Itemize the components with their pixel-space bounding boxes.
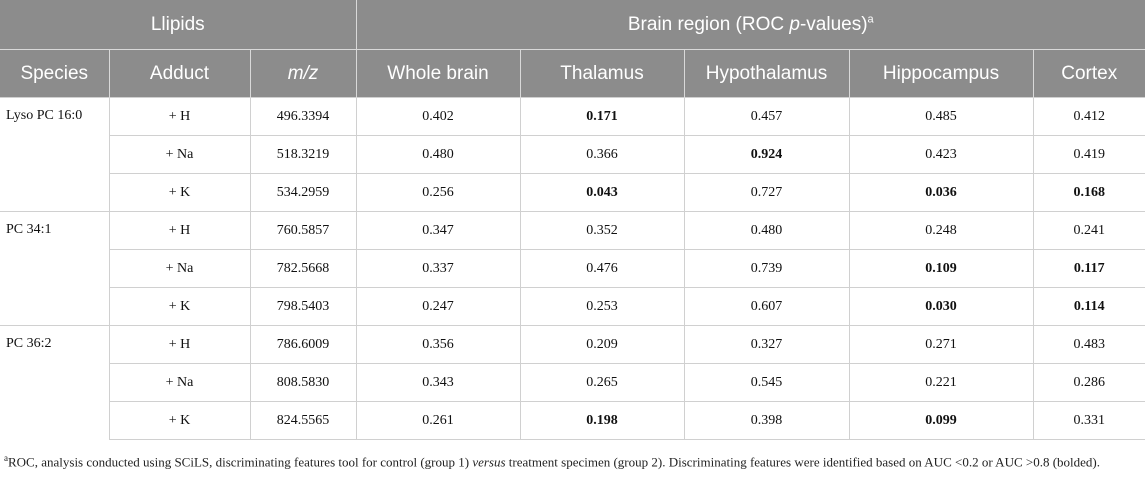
column-header-whole-brain: Whole brain bbox=[356, 50, 520, 98]
column-header-cortex: Cortex bbox=[1033, 50, 1145, 98]
cell-thalamus: 0.171 bbox=[520, 98, 684, 136]
footnote-text-italic: versus bbox=[472, 454, 506, 470]
cell-hippocampus: 0.221 bbox=[849, 364, 1033, 402]
cell-hippocampus: 0.271 bbox=[849, 326, 1033, 364]
cell-thalamus: 0.253 bbox=[520, 288, 684, 326]
cell-adduct: + H bbox=[109, 326, 250, 364]
cell-whole-brain: 0.347 bbox=[356, 212, 520, 250]
cell-whole-brain: 0.402 bbox=[356, 98, 520, 136]
header-group-row bbox=[0, 0, 1145, 50]
cell-mz: 782.5668 bbox=[250, 250, 356, 288]
cell-species: Lyso PC 16:0 bbox=[0, 98, 109, 212]
column-header-hippocampus: Hippocampus bbox=[849, 50, 1033, 98]
cell-mz: 798.5403 bbox=[250, 288, 356, 326]
table-header bbox=[0, 0, 1145, 98]
cell-cortex: 0.117 bbox=[1033, 250, 1145, 288]
cell-hippocampus: 0.099 bbox=[849, 402, 1033, 440]
cell-whole-brain: 0.343 bbox=[356, 364, 520, 402]
header-group-lipids: Llipids bbox=[0, 0, 356, 50]
cell-whole-brain: 0.247 bbox=[356, 288, 520, 326]
table-row bbox=[0, 212, 1145, 250]
cell-adduct: + K bbox=[109, 288, 250, 326]
cell-whole-brain: 0.256 bbox=[356, 174, 520, 212]
header-group-region-main: Brain region (ROC bbox=[627, 13, 790, 35]
header-group-brain-region bbox=[356, 0, 1145, 50]
cell-cortex: 0.168 bbox=[1033, 174, 1145, 212]
cell-hippocampus: 0.423 bbox=[849, 136, 1033, 174]
column-header-adduct: Adduct bbox=[109, 50, 250, 98]
table-row bbox=[0, 402, 1145, 440]
cell-thalamus: 0.209 bbox=[520, 326, 684, 364]
header-group-region-p: p bbox=[789, 13, 800, 35]
cell-hypothalamus: 0.457 bbox=[684, 98, 849, 136]
cell-cortex: 0.331 bbox=[1033, 402, 1145, 440]
cell-hypothalamus: 0.607 bbox=[684, 288, 849, 326]
cell-hypothalamus: 0.480 bbox=[684, 212, 849, 250]
table-row bbox=[0, 326, 1145, 364]
cell-mz: 534.2959 bbox=[250, 174, 356, 212]
table-row bbox=[0, 288, 1145, 326]
cell-whole-brain: 0.337 bbox=[356, 250, 520, 288]
cell-hippocampus: 0.036 bbox=[849, 174, 1033, 212]
cell-cortex: 0.412 bbox=[1033, 98, 1145, 136]
cell-whole-brain: 0.356 bbox=[356, 326, 520, 364]
cell-hippocampus: 0.030 bbox=[849, 288, 1033, 326]
cell-thalamus: 0.043 bbox=[520, 174, 684, 212]
cell-thalamus: 0.198 bbox=[520, 402, 684, 440]
cell-adduct: + H bbox=[109, 212, 250, 250]
cell-cortex: 0.114 bbox=[1033, 288, 1145, 326]
cell-hypothalamus: 0.545 bbox=[684, 364, 849, 402]
cell-whole-brain: 0.261 bbox=[356, 402, 520, 440]
column-header-thalamus: Thalamus bbox=[520, 50, 684, 98]
cell-hypothalamus: 0.327 bbox=[684, 326, 849, 364]
cell-mz: 808.5830 bbox=[250, 364, 356, 402]
cell-cortex: 0.483 bbox=[1033, 326, 1145, 364]
cell-thalamus: 0.476 bbox=[520, 250, 684, 288]
column-header-mz: m/z bbox=[250, 50, 356, 98]
table-row bbox=[0, 174, 1145, 212]
cell-adduct: + Na bbox=[109, 250, 250, 288]
table-footnote bbox=[4, 449, 1140, 471]
cell-hypothalamus: 0.924 bbox=[684, 136, 849, 174]
cell-hippocampus: 0.485 bbox=[849, 98, 1033, 136]
cell-cortex: 0.419 bbox=[1033, 136, 1145, 174]
cell-thalamus: 0.366 bbox=[520, 136, 684, 174]
cell-species: PC 36:2 bbox=[0, 326, 109, 440]
cell-whole-brain: 0.480 bbox=[356, 136, 520, 174]
footnote-text-before: ROC, analysis conducted using SCiLS, discriminating features tool for control (group 1) bbox=[8, 454, 473, 470]
column-header-species: Species bbox=[0, 50, 109, 98]
footnote-text-after: treatment specimen (group 2). Discriminating features were identified based on AUC <0.2 or AUC >0.8 (bolded). bbox=[505, 454, 1101, 470]
header-footnote-marker: a bbox=[867, 13, 874, 26]
cell-adduct: + Na bbox=[109, 136, 250, 174]
cell-adduct: + K bbox=[109, 402, 250, 440]
cell-thalamus: 0.352 bbox=[520, 212, 684, 250]
table-body bbox=[0, 98, 1145, 440]
cell-mz: 824.5565 bbox=[250, 402, 356, 440]
table-row bbox=[0, 98, 1145, 136]
cell-hippocampus: 0.109 bbox=[849, 250, 1033, 288]
header-column-row bbox=[0, 50, 1145, 98]
cell-mz: 786.6009 bbox=[250, 326, 356, 364]
table-row bbox=[0, 364, 1145, 402]
cell-adduct: + Na bbox=[109, 364, 250, 402]
cell-hypothalamus: 0.739 bbox=[684, 250, 849, 288]
cell-cortex: 0.241 bbox=[1033, 212, 1145, 250]
cell-mz: 518.3219 bbox=[250, 136, 356, 174]
cell-hippocampus: 0.248 bbox=[849, 212, 1033, 250]
cell-cortex: 0.286 bbox=[1033, 364, 1145, 402]
cell-species: PC 34:1 bbox=[0, 212, 109, 326]
cell-adduct: + H bbox=[109, 98, 250, 136]
cell-thalamus: 0.265 bbox=[520, 364, 684, 402]
cell-hypothalamus: 0.398 bbox=[684, 402, 849, 440]
footnote-marker: a bbox=[4, 453, 8, 463]
cell-hypothalamus: 0.727 bbox=[684, 174, 849, 212]
header-group-region-tail: -values) bbox=[799, 13, 868, 35]
cell-adduct: + K bbox=[109, 174, 250, 212]
cell-mz: 760.5857 bbox=[250, 212, 356, 250]
table-row bbox=[0, 136, 1145, 174]
cell-mz: 496.3394 bbox=[250, 98, 356, 136]
column-header-hypothalamus: Hypothalamus bbox=[684, 50, 849, 98]
table-row bbox=[0, 250, 1145, 288]
